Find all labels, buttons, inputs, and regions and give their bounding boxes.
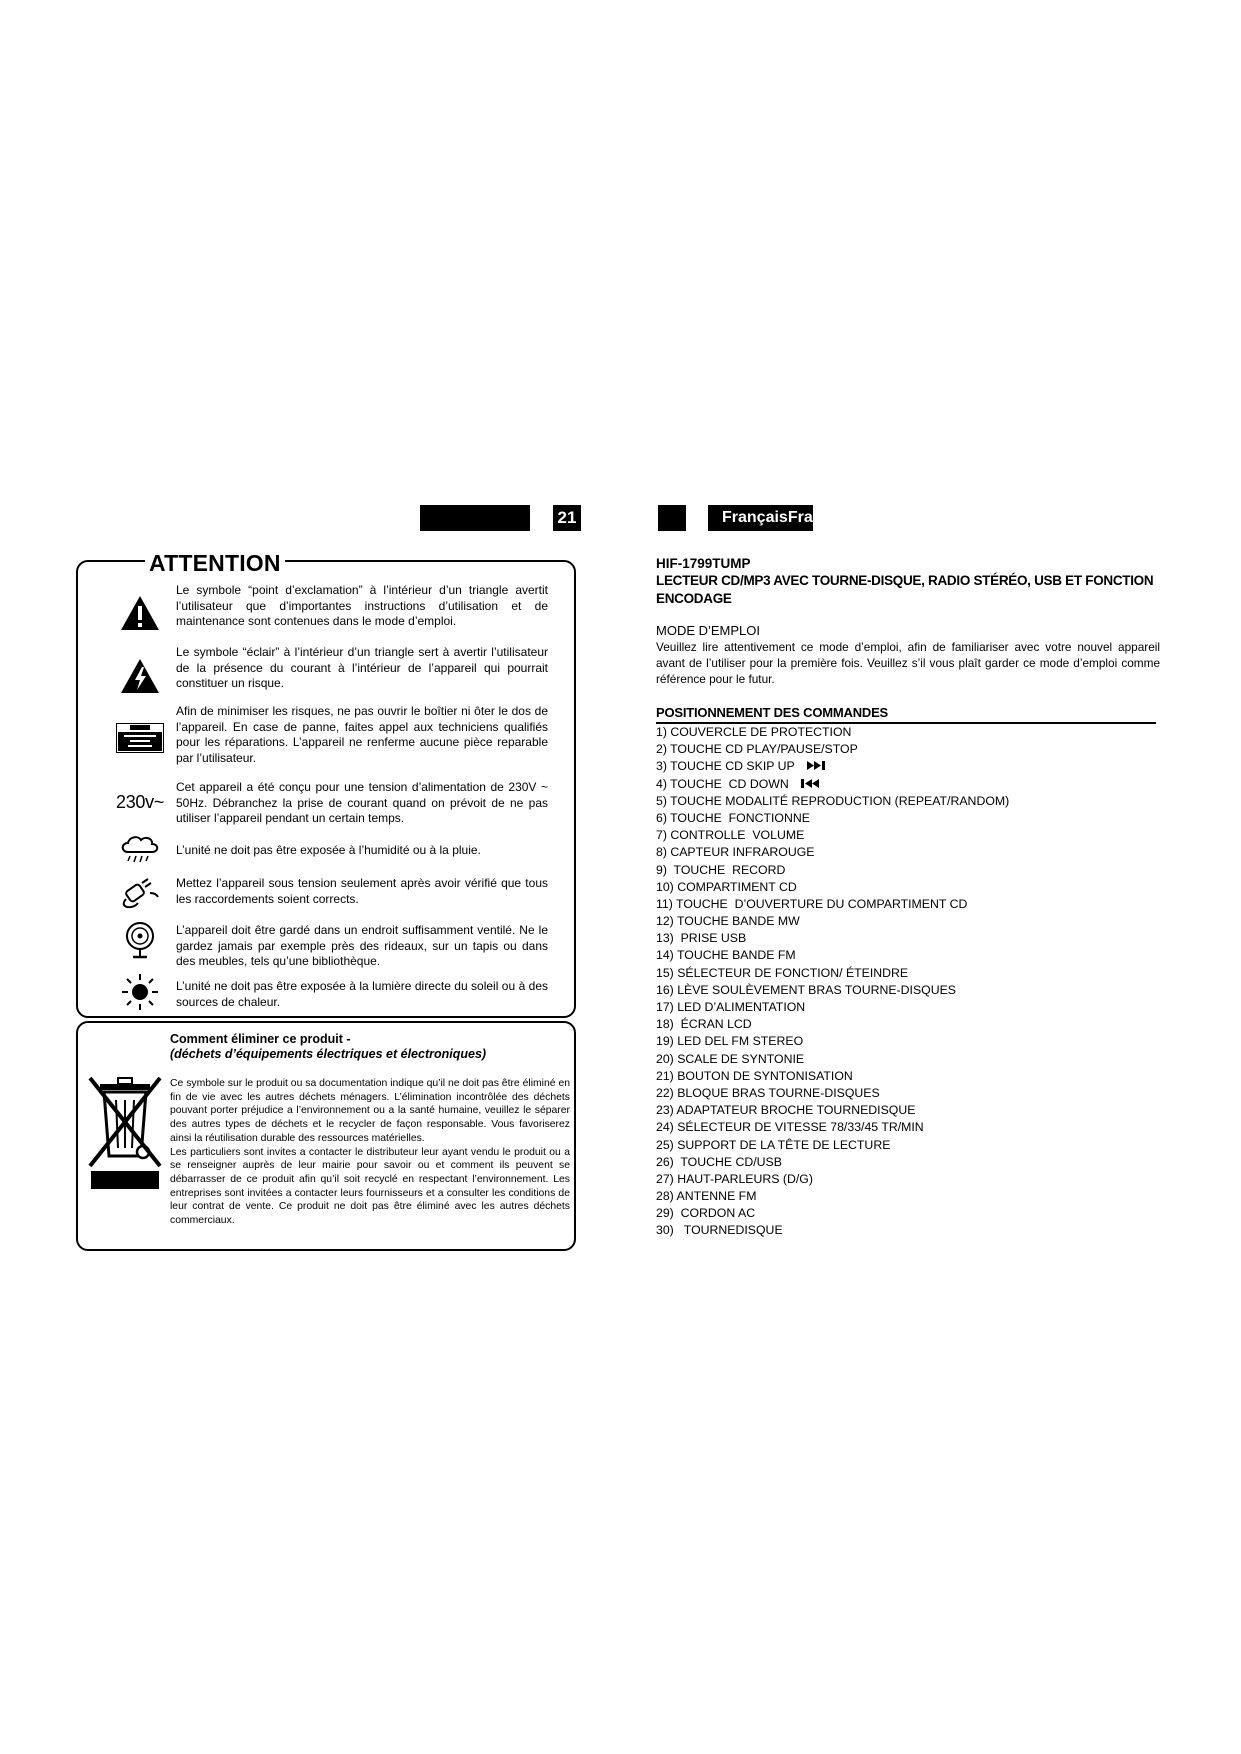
control-label: 25) SUPPORT DE LA TÊTE DE LECTURE <box>656 1137 891 1152</box>
control-list-item <box>656 965 1009 982</box>
control-list-item <box>656 776 1009 793</box>
controls-heading: POSITIONNEMENT DES COMMANDES <box>656 705 889 720</box>
control-label: 1) COUVERCLE DE PROTECTION <box>656 725 852 739</box>
exclamation-triangle-icon <box>110 590 170 635</box>
lightning-triangle-icon <box>110 653 170 698</box>
attention-text-7: L’appareil doit être gardé dans un endroit suffisamment ventilé. Ne le gardez jamais par exemple près des rideaux, sur un tapis ou dans des meubles, tels qu’une bibliothèque. <box>176 923 548 968</box>
attention-text-3: Afin de minimiser les risques, ne pas ouvrir le boîtier ni ôter le dos de l’appareil. En case de panne, faites appel aux techniciens qualifiés pour les réparations. L’appareil ne renferme aucune pièce reparable par l’utilisateur. <box>176 704 548 765</box>
voltage-label <box>116 787 176 817</box>
control-label: 27) HAUT-PARLEURS (D/G) <box>656 1171 813 1186</box>
attention-title: ATTENTION <box>145 549 285 577</box>
control-label: 9) TOUCHE RECORD <box>656 862 786 877</box>
skip-back-icon <box>801 776 821 793</box>
attention-text-8: L’unité ne doit pas être exposée à la lumière directe du soleil ou à des sources de chaleur. <box>176 979 548 1009</box>
control-label: 11) TOUCHE D’OUVERTURE DU COMPARTIMENT CD <box>656 896 968 911</box>
control-label: 13) PRISE USB <box>656 931 747 946</box>
control-label: 12) TOUCHE BANDE MW <box>656 914 800 929</box>
control-label: 30) TOURNEDISQUE <box>656 1223 783 1238</box>
control-list-item <box>656 879 1009 896</box>
control-list-item <box>656 1068 1009 1085</box>
plug-icon <box>110 872 170 912</box>
disposal-text <box>170 1077 570 1228</box>
control-label: 21) BOUTON DE SYNTONISATION <box>656 1068 853 1083</box>
control-label: 2) TOUCHE CD PLAY/PAUSE/STOP <box>656 742 858 757</box>
sun-icon <box>110 972 170 1012</box>
control-label: 17) LED D’ALIMENTATION <box>656 1000 806 1014</box>
control-label: 3) TOUCHE CD SKIP UP <box>656 759 795 774</box>
fan-icon <box>110 918 170 962</box>
control-list-item <box>656 1033 1009 1050</box>
control-label: 29) CORDON AC <box>656 1206 756 1221</box>
control-label: 14) TOUCHE BANDE FM <box>656 948 796 963</box>
control-label: 23) ADAPTATEUR BROCHE TOURNEDISQUE <box>656 1103 916 1118</box>
control-list-item <box>656 844 1009 861</box>
header-black-square <box>658 505 686 531</box>
control-label: 6) TOUCHE FONCTIONNE <box>656 810 810 825</box>
control-label: 15) SÉLECTEUR DE FONCTION/ ÉTEINDRE <box>656 965 909 980</box>
header-black-bar <box>420 505 530 531</box>
control-list-item <box>656 1016 1009 1033</box>
attention-text-1: Le symbole “point d’exclamation” à l’intérieur d’un triangle avertit l’utilisateur que d’importantes instructions d’utilisation et de maintenance sont contenues dans le mode d’emploi. <box>176 583 548 628</box>
bin-black-bar <box>91 1171 159 1189</box>
control-label: 5) TOUCHE MODALITÉ REPRODUCTION (REPEAT/RANDOM) <box>656 793 1010 808</box>
attention-text-4: Cet appareil a été conçu pour une tension d’alimentation de 230V ~ 50Hz. Débranchez la prise de courant quand on prévoit de ne pas utiliser l’appareil pendant un certain temps. <box>176 780 548 825</box>
voltage-text: 230v~ <box>116 791 165 812</box>
disposal-subheading: (déchets d’équipements électriques et électroniques) <box>170 1047 487 1061</box>
control-list-item <box>656 724 1009 741</box>
rain-cloud-icon <box>110 832 170 868</box>
control-label: 10) COMPARTIMENT CD <box>656 879 797 894</box>
control-label: 20) SCALE DE SYNTONIE <box>656 1051 805 1066</box>
language-tab: FrançaisFra <box>708 505 813 531</box>
control-label: 24) SÉLECTEUR DE VITESSE 78/33/45 TR/MIN <box>656 1120 924 1135</box>
disposal-paragraph-2: Les particuliers sont invites a contacter le distributeur leur ayant vendu le produit ou a se renseigner auprès de leur mairie pour savoir ou et comment ils peuvent se débarrasser de ce produit afin qu’il soit recyclé en respectant l’environnement. Les entreprises sont invitées a contacter leurs fournisseurs et a consulter les conditions de leur contrat de vente. Ce produit ne doit pas être éliminé avec les autres déchets commerciaux. <box>170 1146 570 1227</box>
attention-text-2: Le symbole “éclair” à l’intérieur d’un triangle sert à avertir l’utilisateur de la présence du courant à l’intérieur de l’appareil qui pourrait constituer un risque. <box>176 645 548 690</box>
control-list-item <box>656 1205 1009 1222</box>
control-list-item <box>656 1154 1009 1171</box>
control-label: 4) TOUCHE CD DOWN <box>656 776 789 791</box>
control-list-item <box>656 1102 1009 1119</box>
caution-label-icon <box>110 718 170 758</box>
control-list-item <box>656 999 1009 1016</box>
crossed-out-bin-icon <box>86 1074 164 1182</box>
control-list-item <box>656 896 1009 913</box>
control-label: 26) TOUCHE CD/USB <box>656 1154 782 1169</box>
control-label: 18) ÉCRAN LCD <box>656 1017 752 1032</box>
attention-text-6: Mettez l’appareil sous tension seulement après avoir vérifié que tous les raccordements soient corrects. <box>176 876 548 906</box>
skip-forward-icon <box>807 758 827 775</box>
mode-text: Veuillez lire attentivement ce mode d’emploi, afin de familiariser avec votre nouvel appareil avant de l’utiliser pour la première fois. Veuillez s’il vous plaît garder ce mode d’emploi comme référence pour le futur. <box>656 640 1160 686</box>
control-list-item <box>656 982 1009 999</box>
control-list-item <box>656 1137 1009 1154</box>
control-list-item <box>656 827 1009 844</box>
control-list-item <box>656 862 1009 879</box>
disposal-paragraph-1: Ce symbole sur le produit ou sa documentation indique qu’il ne doit pas être éliminé en fin de vie avec les autres déchets ménagers. L’élimination incontrôlée des déchets pouvant porter préjudice a l’environnement ou a la santé humaine, veuillez le séparer des autres types de déchets et le recycler de façon responsable. Vous favoriserez ainsi la réutilisation durable des ressources matérielles. <box>170 1078 570 1144</box>
control-list-item <box>656 758 1009 775</box>
control-label: 22) BLOQUE BRAS TOURNE-DISQUES <box>656 1085 880 1100</box>
control-label: 7) CONTROLLE VOLUME <box>656 828 805 843</box>
disposal-heading: Comment éliminer ce produit - <box>170 1032 351 1046</box>
control-list-item <box>656 741 1009 758</box>
control-label: 28) ANTENNE FM <box>656 1189 757 1204</box>
control-list-item <box>656 913 1009 930</box>
page-number: 21 <box>553 505 581 531</box>
control-list-item <box>656 1188 1009 1205</box>
control-list-item <box>656 810 1009 827</box>
control-list-item <box>656 793 1009 810</box>
control-list-item <box>656 1222 1009 1239</box>
control-list-item <box>656 1051 1009 1068</box>
model-number: HIF-1799TUMP <box>656 556 751 571</box>
control-list-item <box>656 1085 1009 1102</box>
controls-list <box>656 724 1009 1240</box>
control-label: 8) CAPTEUR INFRAROUGE <box>656 845 815 860</box>
mode-heading: MODE D’EMPLOI <box>656 623 761 638</box>
attention-text-5: L’unité ne doit pas être exposée à l’humidité ou à la pluie. <box>176 843 481 857</box>
control-list-item <box>656 947 1009 964</box>
control-label: 16) LÈVE SOULÈVEMENT BRAS TOURNE-DISQUES <box>656 982 956 997</box>
control-label: 19) LED DEL FM STEREO <box>656 1034 804 1049</box>
product-title: LECTEUR CD/MP3 AVEC TOURNE-DISQUE, RADIO STÉRÉO, USB ET FONCTION ENCODAGE <box>656 573 1154 606</box>
control-list-item <box>656 1119 1009 1136</box>
control-list-item <box>656 1171 1009 1188</box>
control-list-item <box>656 930 1009 947</box>
